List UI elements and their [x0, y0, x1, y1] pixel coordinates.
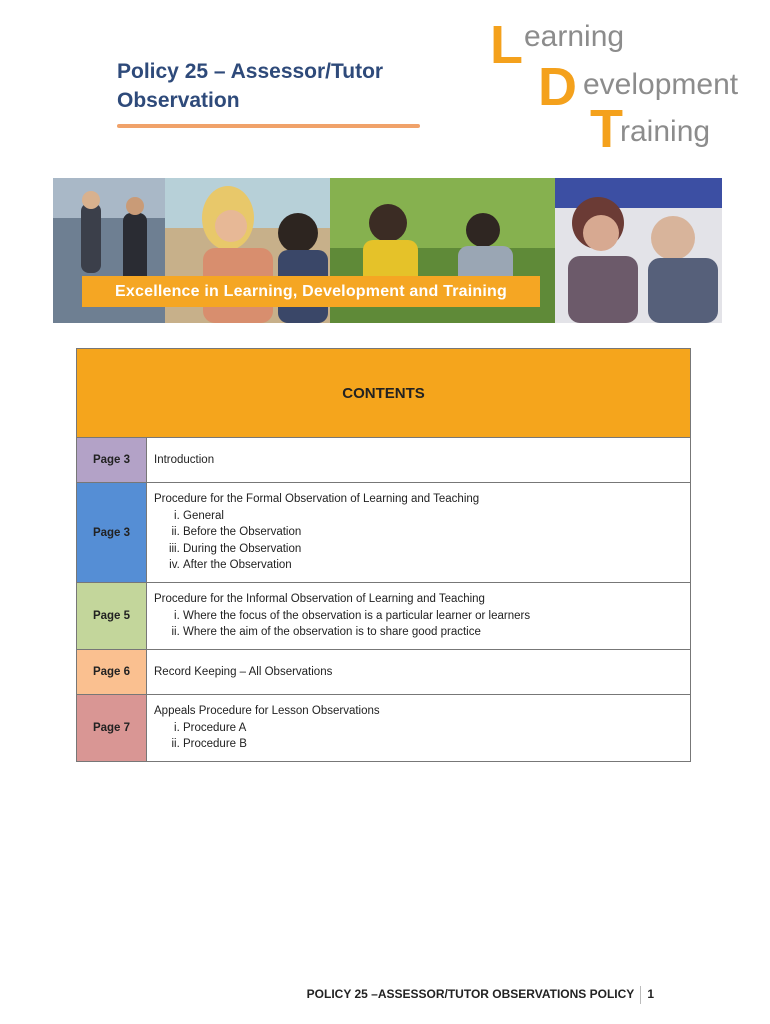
list-item: ii. Before the Observation: [183, 524, 683, 540]
subsection-list: [154, 608, 683, 641]
logo-letter-d: D: [538, 57, 577, 117]
ldt-logo: [490, 10, 760, 159]
page-cell: Page 6: [77, 650, 147, 695]
section-title: Introduction: [154, 453, 215, 466]
list-item: i. Procedure A: [183, 720, 683, 736]
section-cell: [147, 650, 691, 695]
table-row: [77, 695, 691, 762]
footer-text: POLICY 25 –ASSESSOR/TUTOR OBSERVATIONS POLICY: [306, 987, 635, 1002]
contents-header-row: [77, 349, 691, 438]
list-item: i. General: [183, 508, 683, 524]
section-title: Appeals Procedure for Lesson Observations: [154, 705, 380, 718]
table-row: [77, 438, 691, 483]
section-cell: [147, 695, 691, 762]
section-title: Procedure for the Informal Observation of Learning and Teaching: [154, 593, 485, 606]
subsection-list: [154, 720, 683, 753]
page-cell: Page 3: [77, 483, 147, 583]
logo-word-training: raining: [620, 115, 711, 148]
logo-word-learning: earning: [524, 20, 625, 53]
banner-tagline: Excellence in Learning, Development and Training: [82, 276, 540, 307]
section-cell: [147, 438, 691, 483]
list-item: iv. After the Observation: [183, 557, 683, 573]
logo-word-development: evelopment: [583, 68, 739, 101]
subsection-list: [154, 508, 683, 574]
photo-banner: [53, 178, 722, 323]
section-title: Record Keeping – All Observations: [154, 665, 333, 678]
footer-divider: [640, 986, 641, 1004]
list-item: ii. Where the aim of the observation is to share good practice: [183, 624, 683, 640]
document-title: [117, 57, 383, 115]
section-cell: [147, 583, 691, 650]
title-line-2: Observation: [117, 89, 240, 112]
contents-table: [76, 348, 691, 762]
list-item: iii. During the Observation: [183, 541, 683, 557]
contents-heading: CONTENTS: [77, 349, 691, 438]
title-line-1: Policy 25 – Assessor/Tutor: [117, 60, 384, 83]
logo-letter-l: L: [490, 15, 523, 75]
table-row: [77, 583, 691, 650]
page-footer: [307, 986, 654, 1004]
page-cell: Page 3: [77, 438, 147, 483]
list-item: ii. Procedure B: [183, 736, 683, 752]
table-row: [77, 650, 691, 695]
section-cell: [147, 483, 691, 583]
table-row: [77, 483, 691, 583]
list-item: i. Where the focus of the observation is a particular learner or learners: [183, 608, 683, 624]
page-cell: Page 7: [77, 695, 147, 762]
logo-letter-t: T: [590, 99, 623, 159]
page-cell: Page 5: [77, 583, 147, 650]
title-underline: [117, 124, 420, 128]
section-title: Procedure for the Formal Observation of Learning and Teaching: [154, 493, 480, 506]
page-number: 1: [647, 987, 654, 1002]
